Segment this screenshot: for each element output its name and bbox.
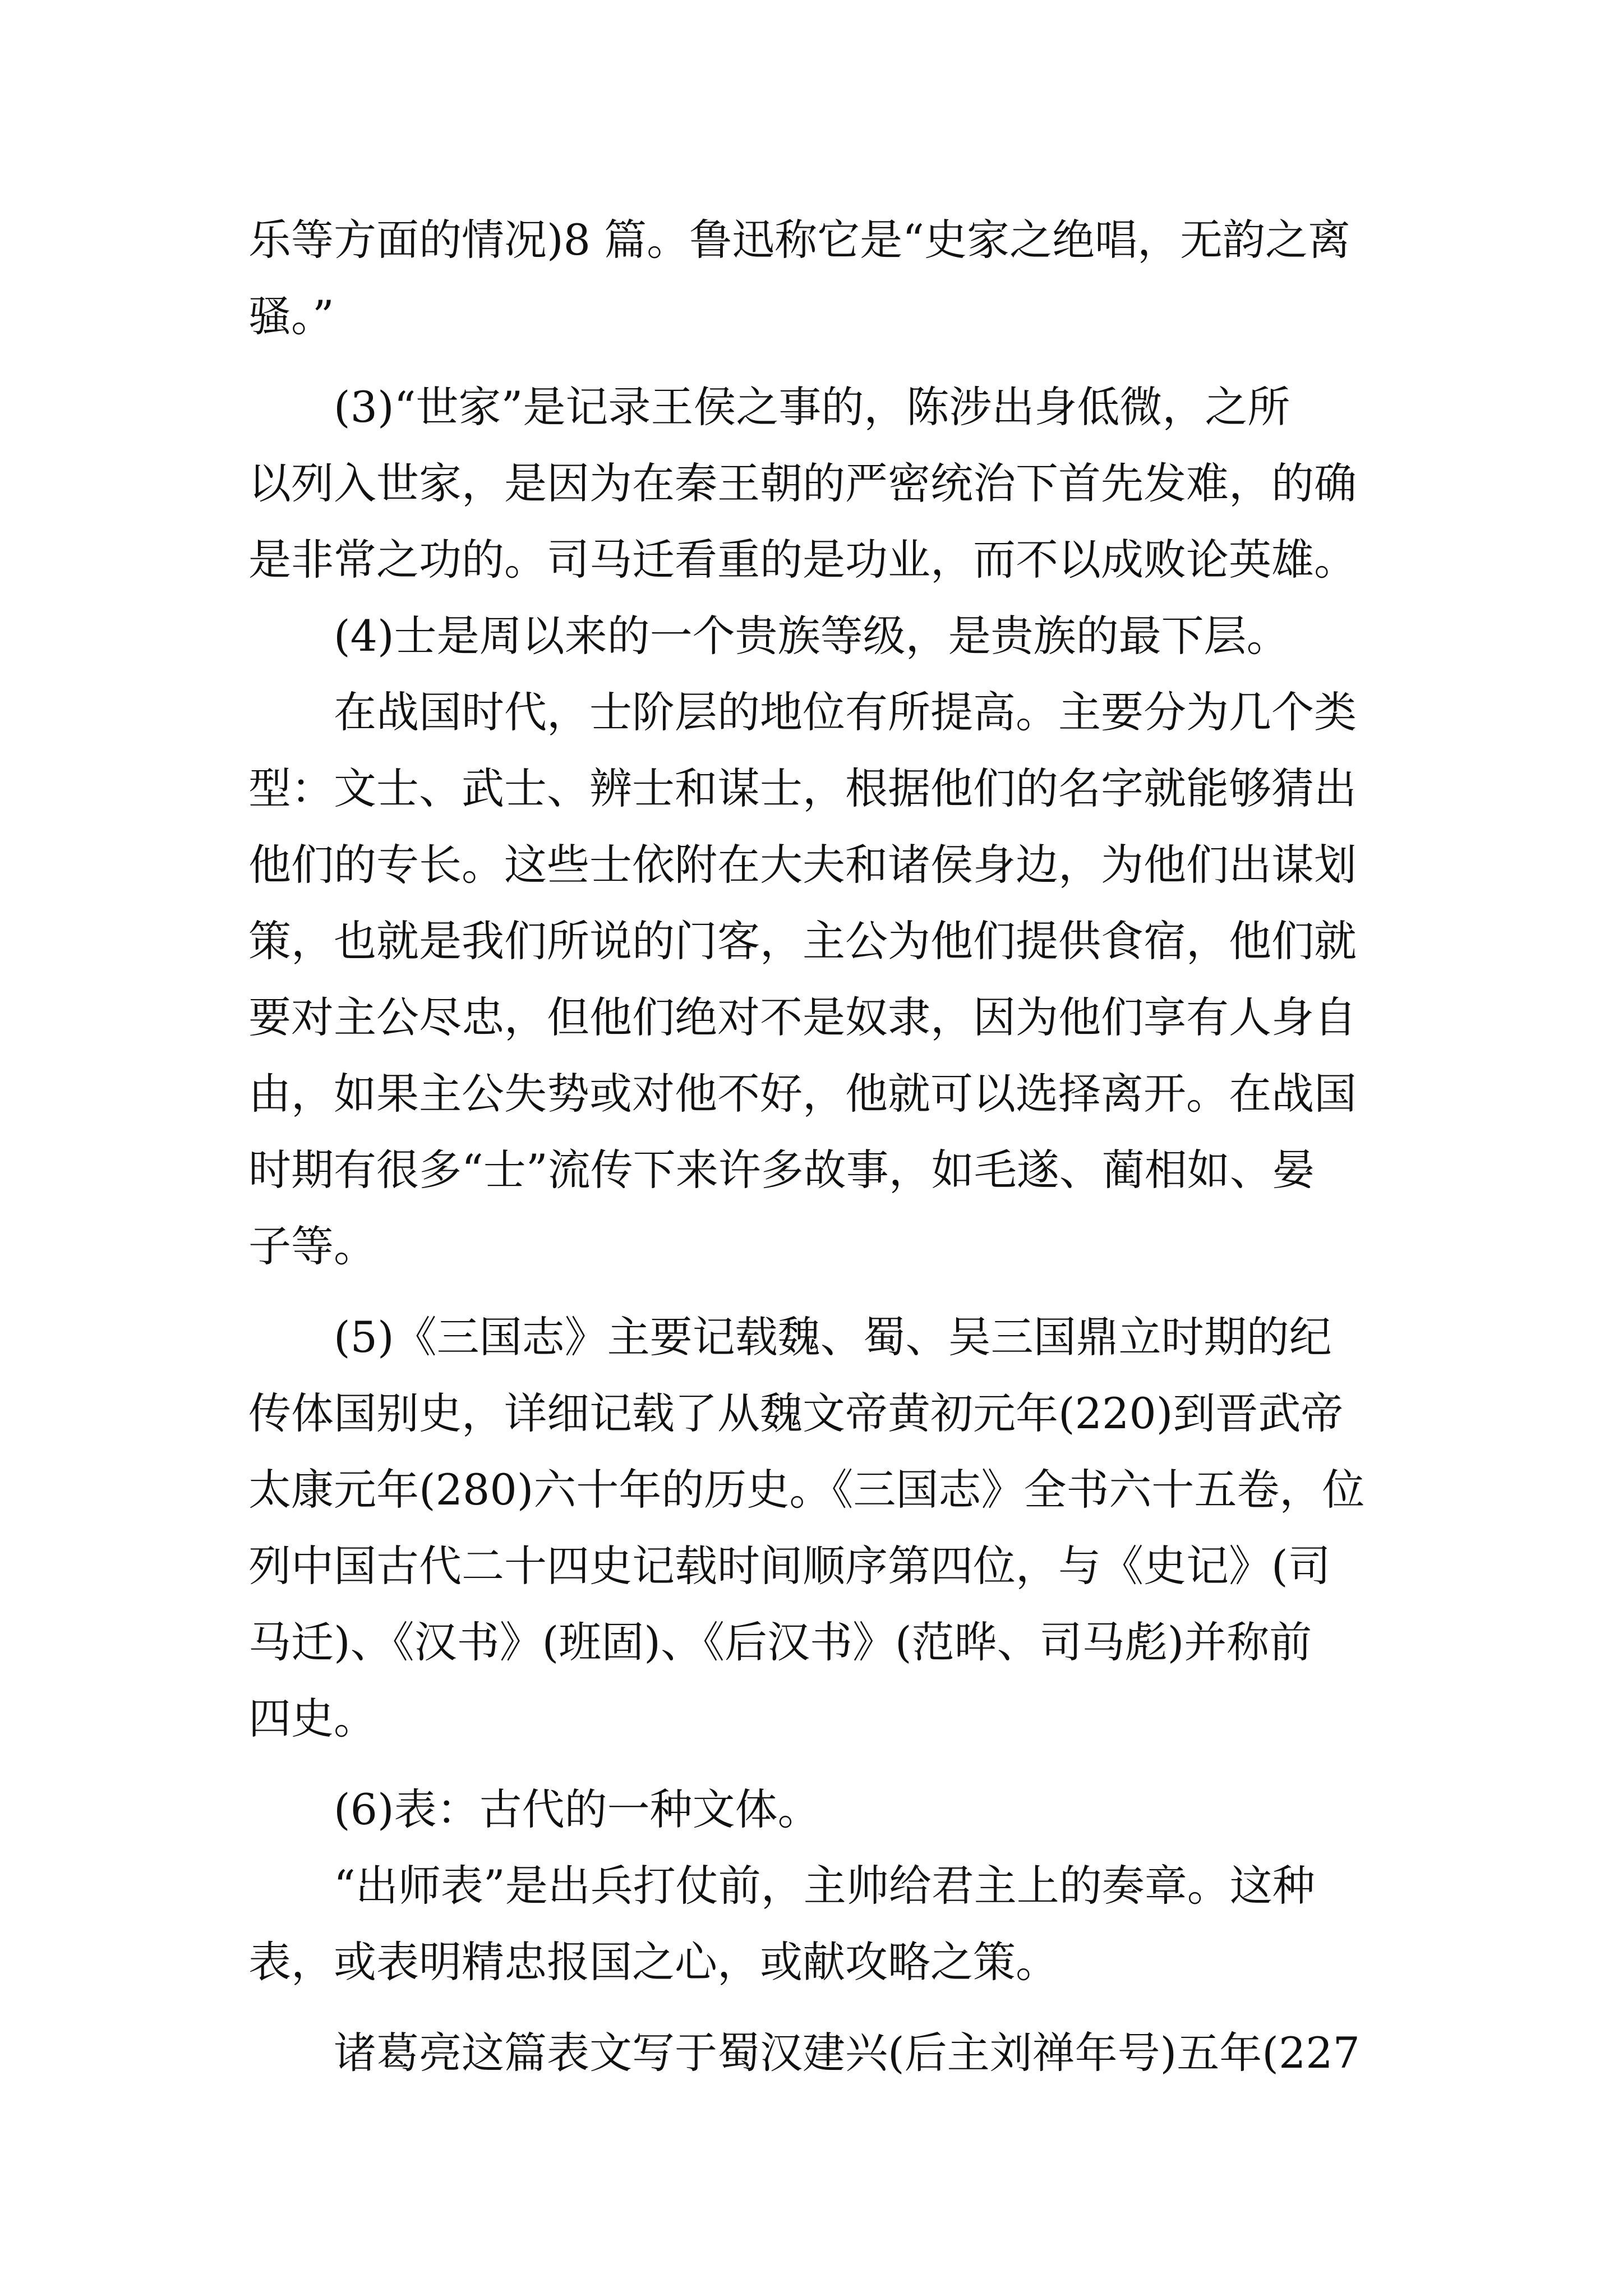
text-line: 列中国古代二十四史记载时间顺序第四位，与《史记》(司 xyxy=(248,1541,1331,1591)
paragraph-5-start: (5)《三国志》主要记载魏、蜀、吴三国鼎立时期的纪 xyxy=(334,1312,1332,1362)
text-line: 他们的专长。这些士依附在大夫和诸侯身边，为他们出谋划 xyxy=(248,840,1357,890)
paragraph-start: 在战国时代，士阶层的地位有所提高。主要分为几个类 xyxy=(334,687,1357,737)
paragraph-3-start: (3)“世家”是记录王侯之事的，陈涉出身低微，之所 xyxy=(334,382,1290,432)
paragraph-start: “出师表”是出兵打仗前，主帅给君主上的奏章。这种 xyxy=(334,1861,1315,1911)
text-line: 四史。 xyxy=(248,1694,376,1743)
text-line: 传体国别史，详细记载了从魏文帝黄初元年(220)到晋武帝 xyxy=(248,1388,1344,1438)
text-line: 子等。 xyxy=(248,1221,376,1271)
text-line: 是非常之功的。司马迁看重的是功业，而不以成败论英雄。 xyxy=(248,535,1357,585)
paragraph-6-start: (6)表：古代的一种文体。 xyxy=(334,1784,820,1834)
text-line: 马迁)、《汉书》(班固)、《后汉书》(范晔、司马彪)并称前 xyxy=(248,1617,1312,1667)
text-line: 以列入世家，是因为在秦王朝的严密统治下首先发难，的确 xyxy=(248,458,1357,508)
paragraph-4-start: (4)士是周以来的一个贵族等级，是贵族的最下层。 xyxy=(334,611,1289,661)
text-line: 策，也就是我们所说的门客，主公为他们提供食宿，他们就 xyxy=(248,916,1357,966)
paragraph-start: 诸葛亮这篇表文写于蜀汉建兴(后主刘禅年号)五年(227 xyxy=(334,2028,1361,2078)
text-line: 时期有很多“士”流传下来许多故事，如毛遂、蔺相如、晏 xyxy=(248,1145,1315,1195)
text-line: 由，如果主公失势或对他不好，他就可以选择离开。在战国 xyxy=(248,1069,1357,1119)
text-line: 表，或表明精忠报国之心，或献攻略之策。 xyxy=(248,1937,1058,1987)
text-line: 型：文士、武士、辨士和谋士，根据他们的名字就能够猜出 xyxy=(248,763,1357,813)
text-line: 乐等方面的情况)8 篇。鲁迅称它是“史家之绝唱，无韵之离 xyxy=(248,215,1351,265)
text-line: 骚。” xyxy=(248,291,334,341)
text-line: 太康元年(280)六十年的历史。《三国志》全书六十五卷，位 xyxy=(248,1465,1365,1515)
text-line: 要对主公尽忠，但他们绝对不是奴隶，因为他们享有人身自 xyxy=(248,992,1357,1042)
document-body xyxy=(248,202,1370,2091)
